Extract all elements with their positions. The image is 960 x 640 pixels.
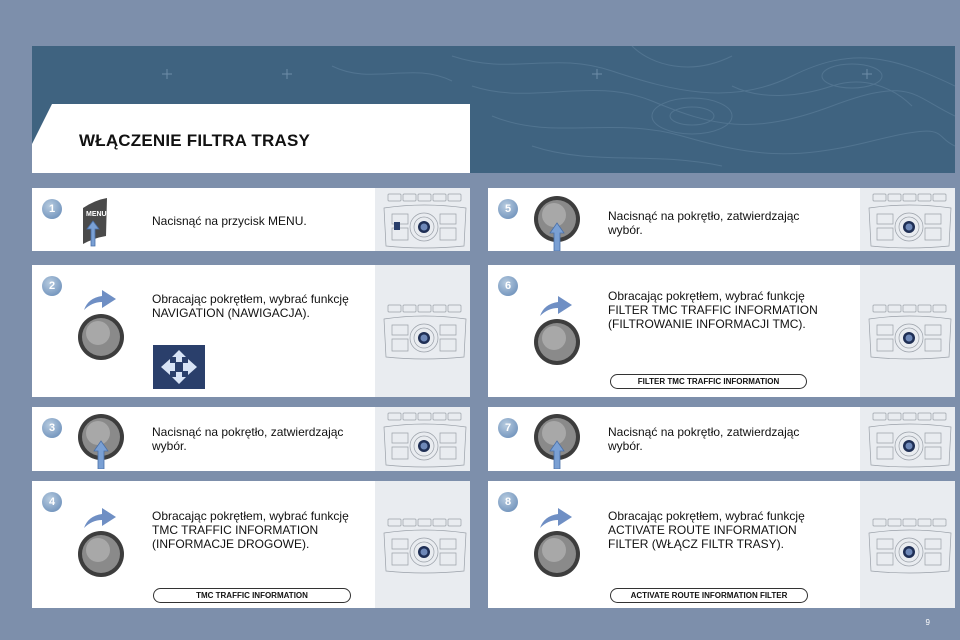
step-instruction: Nacisnąć na pokrętło, zatwierdzając wybór. [608,425,800,453]
control-panel-illustration [863,301,956,361]
step-instruction: Obracając pokrętłem, wybrać funkcję TMC TRAFFIC INFORMATION (INFORMACJE DROGOWE). [152,509,349,551]
control-panel-illustration [378,409,471,469]
step-number-badge: 4 [42,492,62,512]
menu-button-label: MENU [86,211,107,218]
page-title: WŁĄCZENIE FILTRA TRASY [79,131,311,150]
page-number: 9 [925,618,930,627]
control-panel-illustration [863,190,956,250]
step-instruction: Nacisnąć na pokrętło, zatwierdzając wybór. [152,425,344,453]
rotate-arrow-icon [538,506,574,530]
menu-button-icon [80,196,110,250]
navigation-icon [153,345,205,389]
menu-option-pill: FILTER TMC TRAFFIC INFORMATION [610,374,807,389]
step-instruction: Obracając pokrętłem, wybrać funkcję FILTER TMC TRAFFIC INFORMATION (FILTROWANIE INFORMACJI TMC). [608,289,818,331]
rotate-arrow-icon [82,506,118,530]
rotary-knob-icon [77,530,125,578]
control-panel-illustration [378,190,471,250]
step-number-badge: 1 [42,199,62,219]
control-panel-illustration [378,515,471,575]
press-knob-icon [533,413,581,469]
rotary-knob-icon [533,530,581,578]
rotate-arrow-icon [82,288,118,312]
control-panel-illustration [863,515,956,575]
rotary-knob-icon [77,313,125,361]
step-number-badge: 8 [498,492,518,512]
step-instruction: Nacisnąć na pokrętło, zatwierdzając wybór. [608,209,800,237]
step-instruction: Nacisnąć na przycisk MENU. [152,214,307,228]
step-instruction: Obracając pokrętłem, wybrać funkcję ACTIVATE ROUTE INFORMATION FILTER (WŁĄCZ FILTR TRASY). [608,509,805,551]
control-panel-illustration [863,409,956,469]
step-number-badge: 6 [498,276,518,296]
step-instruction: Obracając pokrętłem, wybrać funkcję NAVIGATION (NAWIGACJA). [152,292,349,320]
press-knob-icon [533,195,581,251]
press-knob-icon [77,413,125,469]
menu-option-pill: TMC TRAFFIC INFORMATION [153,588,351,603]
step-number-badge: 2 [42,276,62,296]
step-number-badge: 7 [498,418,518,438]
menu-option-pill: ACTIVATE ROUTE INFORMATION FILTER [610,588,808,603]
step-number-badge: 3 [42,418,62,438]
step-number-badge: 5 [498,199,518,219]
rotate-arrow-icon [538,294,574,318]
control-panel-illustration [378,301,471,361]
rotary-knob-icon [533,318,581,366]
